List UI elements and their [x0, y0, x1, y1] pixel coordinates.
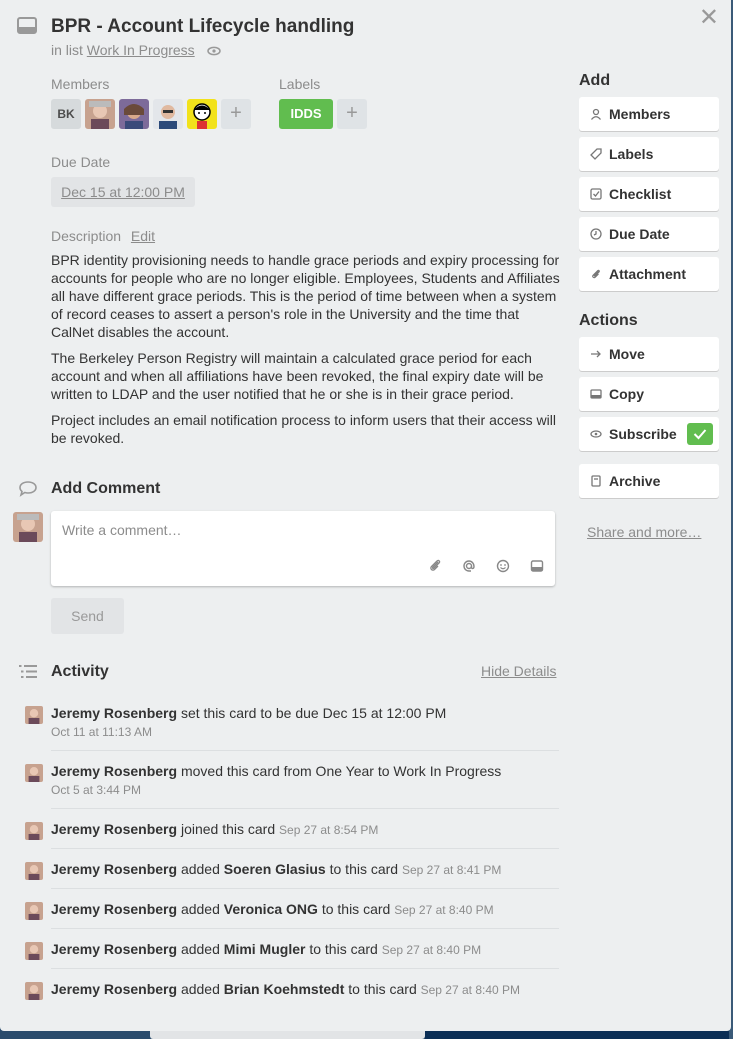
activity-actor[interactable]: Jeremy Rosenberg	[51, 941, 178, 957]
activity-target[interactable]: Veronica ONG	[223, 901, 318, 917]
activity-divider	[51, 968, 559, 969]
comment-input[interactable]	[51, 511, 555, 586]
archive-icon	[590, 475, 602, 487]
activity-actor[interactable]: Jeremy Rosenberg	[51, 821, 178, 837]
activity-actor[interactable]: Jeremy Rosenberg	[51, 763, 178, 779]
emoji-icon[interactable]	[495, 558, 511, 574]
description-edit-link[interactable]: Edit	[130, 228, 156, 244]
activity-actor[interactable]: Jeremy Rosenberg	[51, 901, 178, 917]
description-body[interactable]	[51, 251, 561, 455]
activity-divider	[51, 928, 559, 929]
add-label-button[interactable]: +	[337, 99, 367, 129]
activity-avatar[interactable]	[25, 706, 43, 724]
activity-divider	[51, 888, 559, 889]
activity-item	[51, 941, 481, 957]
mention-icon[interactable]	[461, 558, 477, 574]
member-avatar-bk[interactable]: BK	[51, 99, 81, 129]
activity-target[interactable]: Brian Koehmstedt	[223, 981, 345, 997]
activity-target[interactable]: Mimi Mugler	[223, 941, 306, 957]
hide-details-link[interactable]: Hide Details	[481, 663, 557, 679]
current-user-avatar	[13, 512, 43, 542]
activity-avatar[interactable]	[25, 822, 43, 840]
actions-heading: Actions	[579, 312, 638, 329]
activity-icon	[17, 663, 39, 681]
activity-text: joined this card	[180, 821, 276, 837]
description-paragraph: BPR identity provisioning needs to handle grace periods and expiry processing for accounts for people who are no longer eligible. Employees, Students and Affiliates all have different grace periods. This is the period of time between when a system of record ceases to assert a person's role in the University and the time that CalNet disables the account.	[51, 252, 560, 340]
move-label: Move	[609, 346, 645, 362]
description-paragraph: Project includes an email notification process to inform users that their access will be revoked.	[51, 412, 556, 446]
activity-suffix: to this card	[348, 981, 417, 997]
description-label: Description	[51, 228, 122, 244]
member-avatar[interactable]	[187, 99, 217, 129]
due-date-chip[interactable]: Dec 15 at 12:00 PM	[51, 177, 195, 207]
activity-divider	[51, 750, 559, 751]
checklist-icon	[590, 188, 602, 200]
activity-item	[51, 901, 494, 917]
activity-date[interactable]: Sep 27 at 8:40 PM	[420, 983, 521, 997]
subscribe-button[interactable]	[579, 417, 719, 451]
list-link[interactable]: Work In Progress	[86, 42, 195, 58]
activity-actor[interactable]: Jeremy Rosenberg	[51, 861, 178, 877]
send-button[interactable]: Send	[51, 598, 124, 634]
members-label: Members	[51, 76, 110, 92]
activity-avatar[interactable]	[25, 982, 43, 1000]
list-location	[51, 42, 221, 58]
activity-verb: added	[180, 941, 220, 957]
activity-date[interactable]: Sep 27 at 8:40 PM	[394, 903, 494, 917]
activity-avatar[interactable]	[25, 862, 43, 880]
comment-placeholder: Write a comment…	[62, 522, 182, 538]
card-title[interactable]: BPR - Account Lifecycle handling	[51, 16, 355, 37]
card-icon	[17, 17, 37, 34]
description-paragraph: The Berkeley Person Registry will maintain a calculated grace period for each account and when all affiliations have been revoked, the final expiry date will be written to LDAP and the user notified that he or she is in their grace period.	[51, 350, 544, 402]
tag-icon	[590, 148, 602, 160]
add-members-label: Members	[609, 106, 671, 122]
activity-date[interactable]: Sep 27 at 8:40 PM	[381, 943, 482, 957]
activity-verb: added	[180, 901, 220, 917]
due-date-label: Due Date	[51, 154, 111, 170]
activity-suffix: to this card	[309, 941, 378, 957]
copy-card-icon	[590, 388, 602, 400]
add-member-button[interactable]: +	[221, 99, 251, 129]
activity-item	[51, 763, 501, 779]
activity-avatar[interactable]	[25, 764, 43, 782]
activity-item	[51, 861, 501, 877]
member-avatar[interactable]	[153, 99, 183, 129]
activity-date[interactable]: Sep 27 at 8:41 PM	[401, 863, 502, 877]
activity-target[interactable]: Soeren Glasius	[223, 861, 326, 877]
add-due-date-label: Due Date	[609, 226, 670, 242]
activity-divider	[51, 848, 559, 849]
copy-button[interactable]	[579, 377, 719, 411]
activity-avatar[interactable]	[25, 942, 43, 960]
subscribe-label: Subscribe	[609, 426, 677, 442]
add-labels-label: Labels	[609, 146, 654, 162]
person-icon	[590, 108, 602, 120]
eye-icon	[207, 46, 221, 56]
archive-button[interactable]	[579, 464, 719, 498]
add-comment-heading: Add Comment	[51, 480, 161, 497]
comment-icon	[18, 480, 38, 498]
attachment-icon[interactable]	[427, 558, 443, 574]
add-checklist-button[interactable]	[579, 177, 719, 211]
eye-icon	[590, 428, 602, 440]
add-due-date-button[interactable]	[579, 217, 719, 251]
add-checklist-label: Checklist	[609, 186, 672, 202]
add-members-button[interactable]	[579, 97, 719, 131]
labels-label: Labels	[279, 76, 321, 92]
activity-verb: added	[180, 861, 220, 877]
activity-date[interactable]: Oct 5 at 3:44 PM	[51, 783, 142, 797]
arrow-right-icon	[590, 348, 602, 360]
add-attachment-button[interactable]	[579, 257, 719, 291]
share-and-more-link[interactable]: Share and more…	[587, 524, 702, 540]
card-link-icon[interactable]	[529, 558, 545, 574]
move-button[interactable]	[579, 337, 719, 371]
copy-label: Copy	[609, 386, 644, 402]
clock-icon	[590, 228, 602, 240]
subscribed-check-icon	[687, 423, 713, 445]
activity-date[interactable]: Oct 11 at 11:13 AM	[51, 725, 152, 739]
activity-actor[interactable]: Jeremy Rosenberg	[51, 981, 178, 997]
activity-heading: Activity	[51, 663, 109, 680]
close-icon[interactable]: ✕	[698, 4, 719, 31]
member-avatar[interactable]	[85, 99, 115, 129]
activity-text: moved this card from One Year to Work In Progress	[180, 763, 502, 779]
activity-item	[51, 821, 378, 837]
member-avatar[interactable]	[119, 99, 149, 129]
activity-avatar[interactable]	[25, 902, 43, 920]
label-chip-idds[interactable]: IDDS	[279, 99, 333, 129]
add-heading: Add	[579, 72, 611, 89]
activity-actor[interactable]: Jeremy Rosenberg	[51, 705, 178, 721]
activity-item	[51, 705, 446, 721]
activity-suffix: to this card	[329, 861, 399, 877]
in-list-prefix: in list	[51, 42, 83, 58]
activity-divider	[51, 808, 559, 809]
activity-item	[51, 981, 520, 997]
add-labels-button[interactable]	[579, 137, 719, 171]
activity-suffix: to this card	[321, 901, 391, 917]
add-attachment-label: Attachment	[609, 266, 687, 282]
activity-date[interactable]: Sep 27 at 8:54 PM	[279, 823, 379, 837]
activity-verb: added	[180, 981, 220, 997]
activity-text: set this card to be due Dec 15 at 12:00 PM	[180, 705, 447, 721]
archive-label: Archive	[609, 473, 661, 489]
paperclip-icon	[590, 268, 602, 280]
description-header	[51, 228, 155, 244]
